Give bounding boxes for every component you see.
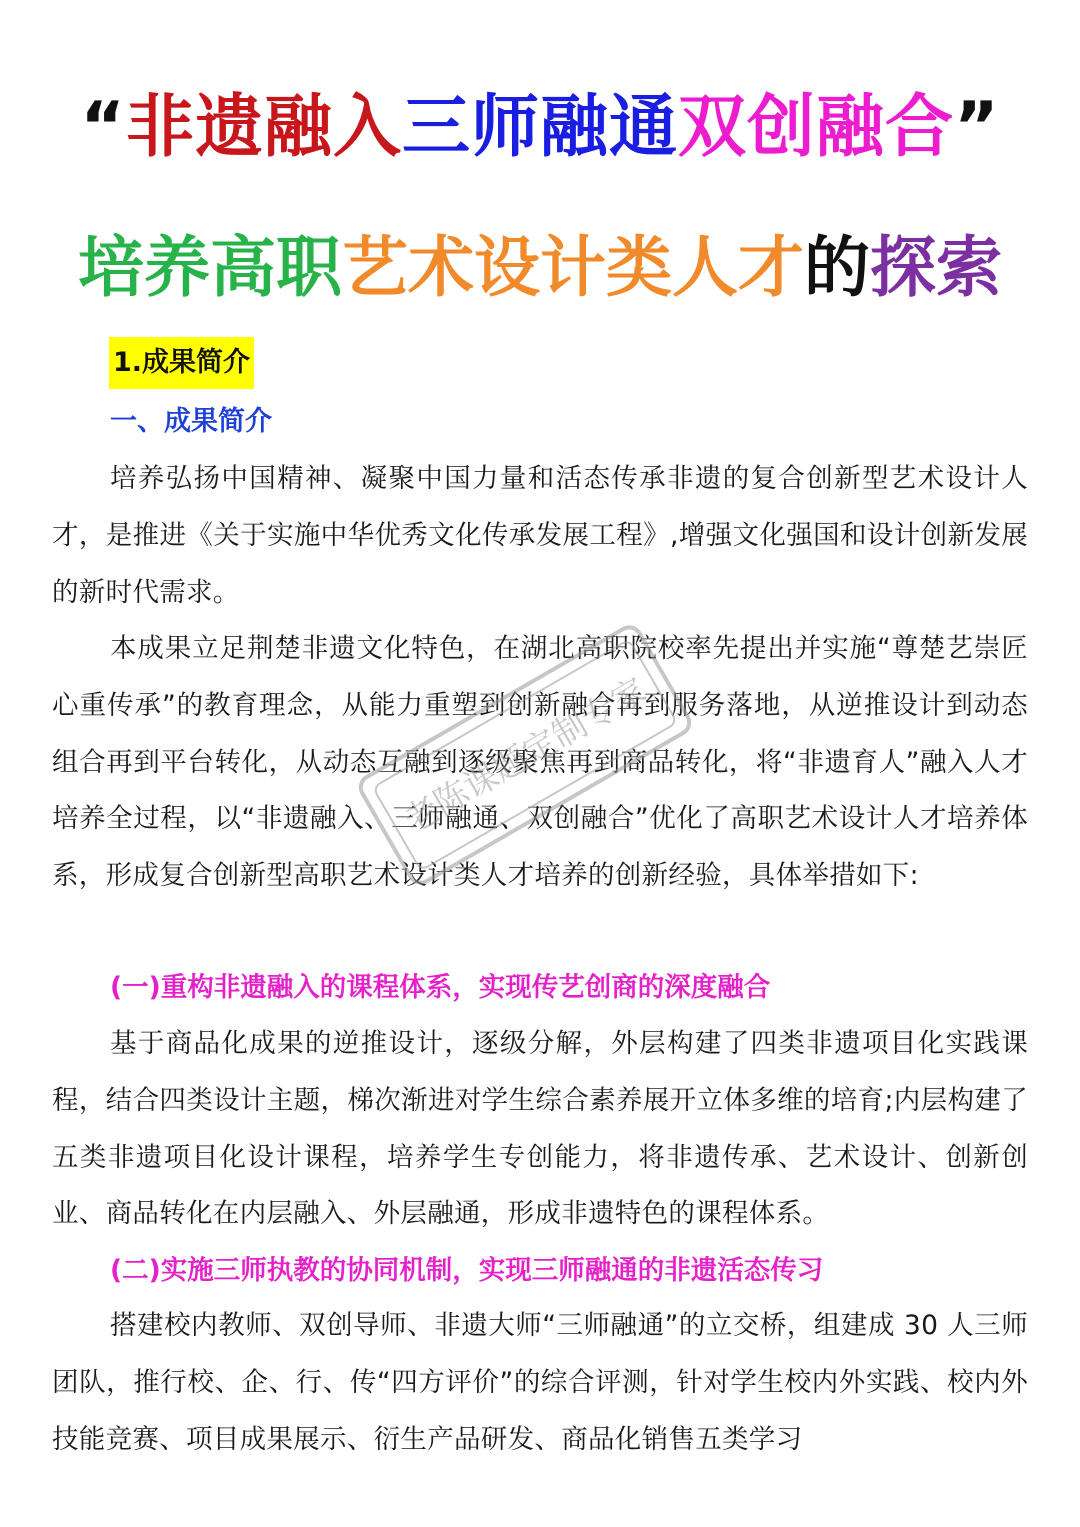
title-line-2 bbox=[0, 228, 1080, 308]
title-phrase-explore: 探索 bbox=[870, 229, 1002, 306]
sub-heading-2: (二)实施三师执教的协同机制，实现三师融通的非遗活态传习 bbox=[110, 1255, 824, 1286]
title-quote-open: “ bbox=[80, 88, 126, 167]
title-phrase-innovation: 双创融合 bbox=[678, 88, 955, 167]
paragraph-2: 本成果立足荆楚非遗文化特色，在湖北高职院校率先提出并实施“尊楚艺崇匠心重传承”的教育理念，从能力重塑到创新融合再到服务落地，从逆推设计到动态组合再到平台转化，从动态互融到逐级聚焦再到商品转化，将“非遗育人”融入人才培养全过程，以“非遗融入、三师融通、双创融合”优化了高职艺术设计人才培养体系，形成复合创新型高职艺术设计类人才培养的创新经验，具体举措如下: bbox=[52, 633, 1028, 892]
title-phrase-heritage: 非遗融入 bbox=[125, 88, 402, 167]
paragraph-4: 搭建校内教师、双创导师、非遗大师“三师融通”的立交桥，组建成 30 人三师团队，推行校、企、行、传“四方评价”的综合评测，针对学生校内外实践、校内外技能竞赛、项目成果展示、衍生产品研发、商品化销售五类学习 bbox=[52, 1310, 1028, 1455]
paragraph-3: 基于商品化成果的逆推设计，逐级分解，外层构建了四类非遗项目化实践课程，结合四类设计主题，梯次渐进对学生综合素养展开立体多维的培育;内层构建了五类非遗项目化设计课程，培养学生专创能力，将非遗传承、艺术设计、创新创业、商品转化在内层融入、外层融通，形成非遗特色的课程体系。 bbox=[52, 1028, 1028, 1230]
section-heading: 一、成果简介 bbox=[110, 406, 272, 437]
title-phrase-cultivate: 培养高职 bbox=[78, 229, 342, 306]
paragraph-1: 培养弘扬中国精神、凝聚中国力量和活态传承非遗的复合创新型艺术设计人才，是推进《关于实施中华优秀文化传承发展工程》,增强文化强国和设计创新发展的新时代需求。 bbox=[52, 463, 1028, 608]
sub-heading-1: (一)重构非遗融入的课程体系，实现传艺创商的深度融合 bbox=[110, 972, 771, 1003]
title-quote-close: ” bbox=[954, 88, 1000, 167]
highlight-tag: 1.成果简介 bbox=[109, 337, 254, 389]
title-phrase-de: 的 bbox=[804, 229, 870, 306]
title-phrase-teachers: 三师融通 bbox=[401, 88, 678, 167]
watermark-text: 老陈课题定制专家 bbox=[397, 670, 654, 842]
title-line-1 bbox=[0, 88, 1080, 168]
title-phrase-art-design: 艺术设计类人才 bbox=[342, 229, 804, 306]
